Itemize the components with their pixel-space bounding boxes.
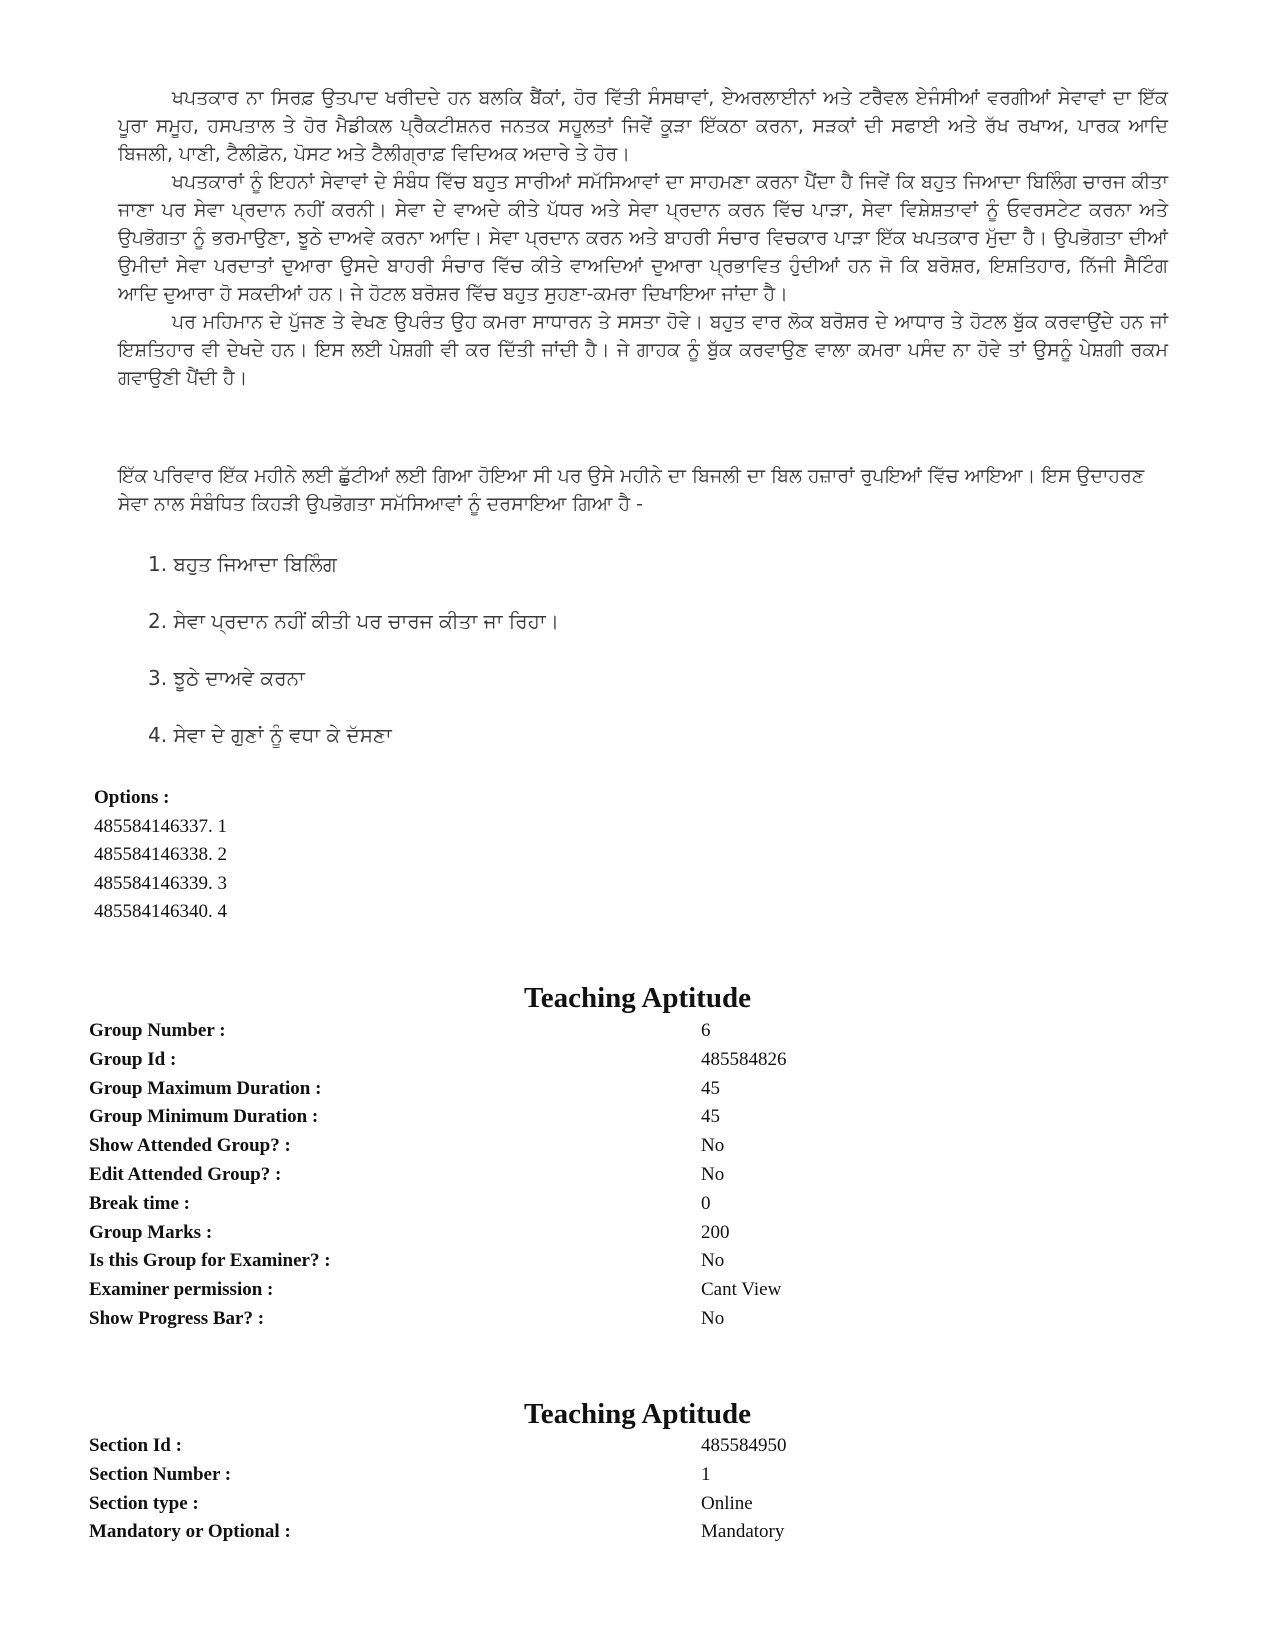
- detail-row: [89, 1490, 1189, 1519]
- detail-key: Group Maximum Duration :: [89, 1077, 322, 1099]
- detail-key: Section Id :: [89, 1435, 182, 1456]
- section-title: Teaching Aptitude: [524, 1398, 751, 1430]
- detail-key: Break time :: [89, 1192, 190, 1214]
- detail-value: 45: [701, 1077, 720, 1099]
- detail-key: Examiner permission :: [89, 1279, 274, 1301]
- detail-value: Cant View: [701, 1279, 782, 1301]
- options-list: [94, 784, 227, 927]
- detail-key: Show Attended Group? :: [89, 1135, 291, 1157]
- detail-value: No: [701, 1307, 725, 1329]
- detail-row: [89, 1190, 1189, 1219]
- question-text: [118, 462, 1168, 518]
- detail-value: No: [701, 1135, 725, 1157]
- detail-row: [89, 1432, 1189, 1461]
- detail-value: Mandatory: [701, 1521, 785, 1543]
- detail-key: Group Id :: [89, 1048, 177, 1070]
- answer-choice: 2. ਸੇਵਾ ਪ੍ਰਦਾਨ ਨਹੀਂ ਕੀਤੀ ਪਰ ਚਾਰਜ ਕੀਤਾ ਜਾ ਰਿਹਾ।: [148, 609, 560, 633]
- option-item: 485584146339. 3: [94, 872, 227, 894]
- answer-choice: 3. ਝੂਠੇ ਦਾਅਵੇ ਕਰਨਾ: [148, 666, 305, 690]
- detail-value: 485584826: [701, 1048, 787, 1070]
- detail-row: [89, 1132, 1189, 1161]
- answer-choices: [148, 550, 559, 778]
- detail-value: 485584950: [701, 1435, 787, 1456]
- section-details: [89, 1432, 1189, 1547]
- detail-value: 1: [701, 1463, 711, 1485]
- answer-choice: 1. ਬਹੁਤ ਜਿਆਦਾ ਬਿਲਿੰਗ: [148, 552, 337, 576]
- detail-row: [89, 1247, 1189, 1276]
- detail-key: Mandatory or Optional :: [89, 1521, 291, 1543]
- detail-row: [89, 1305, 1189, 1334]
- passage-paragraph: ਖਪਤਕਾਰਾਂ ਨੂੰ ਇਹਨਾਂ ਸੇਵਾਵਾਂ ਦੇ ਸੰਬੰਧ ਵਿੱਚ ਬਹੁਤ ਸਾਰੀਆਂ ਸਮੱਸਿਆਵਾਂ ਦਾ ਸਾਹਮਣਾ ਕਰਨਾ ਪੈਂਦਾ ਹੈ ਜਿਵੇਂ ਕਿ ਬਹੁਤ ਜਿਆਦਾ ਬਿਲਿੰਗ ਚਾਰਜ ਕੀਤਾ ਜਾਣਾ ਪਰ ਸੇਵਾ ਪ੍ਰਦਾਨ ਨਹੀਂ ਕਰਨੀ। ਸੇਵਾ ਦੇ ਵਾਅਦੇ ਕੀਤੇ ਪੱਧਰ ਅਤੇ ਸੇਵਾ ਪ੍ਰਦਾਨ ਕਰਨ ਵਿੱਚ ਪਾੜਾ, ਸੇਵਾ ਵਿਸ਼ੇਸ਼ਤਾਵਾਂ ਨੂੰ ਓਵਰਸਟੇਟ ਕਰਨਾ ਅਤੇ ਉਪਭੋਗਤਾ ਨੂੰ ਭਰਮਾਉਣਾ, ਝੂਠੇ ਦਾਅਵੇ ਕਰਨਾ ਆਦਿ। ਸੇਵਾ ਪ੍ਰਦਾਨ ਕਰਨ ਅਤੇ ਬਾਹਰੀ ਸੰਚਾਰ ਵਿਚਕਾਰ ਪਾੜਾ ਇੱਕ ਖਪਤਕਾਰ ਮੁੱਦਾ ਹੈ। ਉਪਭੋਗਤਾ ਦੀਆਂ ਉਮੀਦਾਂ ਸੇਵਾ ਪਰਦਾਤਾਂ ਦੁਆਰਾ ਉਸਦੇ ਬਾਹਰੀ ਸੰਚਾਰ ਵਿੱਚ ਕੀਤੇ ਵਾਅਦਿਆਂ ਦੁਆਰਾ ਪ੍ਰਭਾਵਿਤ ਹੁੰਦੀਆਂ ਹਨ ਜੋ ਕਿ ਬਰੋਸ਼ਰ, ਇਸ਼ਤਿਹਾਰ, ਨਿੱਜੀ ਸੈਟਿੰਗ ਆਦਿ ਦੁਆਰਾ ਹੋ ਸਕਦੀਆਂ ਹਨ। ਜੇ ਹੋਟਲ ਬਰੋਸ਼ਰ ਵਿੱਚ ਬਹੁਤ ਸੁਹਣਾ-ਕਮਰਾ ਦਿਖਾਇਆ ਜਾਂਦਾ ਹੈ।: [118, 171, 1168, 305]
- detail-key: Is this Group for Examiner? :: [89, 1250, 331, 1272]
- detail-row: [89, 1276, 1189, 1305]
- passage-text: [118, 84, 1168, 392]
- options-label: Options :: [94, 787, 170, 808]
- option-item: 485584146340. 4: [94, 901, 227, 922]
- group-details: [89, 1017, 1189, 1334]
- detail-row: [89, 1075, 1189, 1104]
- detail-value: Online: [701, 1492, 753, 1514]
- detail-row: [89, 1017, 1189, 1046]
- detail-key: Edit Attended Group? :: [89, 1163, 282, 1185]
- answer-choice: 4. ਸੇਵਾ ਦੇ ਗੁਣਾਂ ਨੂੰ ਵਧਾ ਕੇ ਦੱਸਣਾ: [148, 723, 392, 747]
- detail-row: [89, 1461, 1189, 1490]
- detail-row: [89, 1046, 1189, 1075]
- passage-paragraph: ਖਪਤਕਾਰ ਨਾ ਸਿਰਫ਼ ਉਤਪਾਦ ਖਰੀਦਦੇ ਹਨ ਬਲਕਿ ਬੈਂਕਾਂ, ਹੋਰ ਵਿੱਤੀ ਸੰਸਥਾਵਾਂ, ਏਅਰਲਾਈਨਾਂ ਅਤੇ ਟਰੈਵਲ ਏਜੰਸੀਆਂ ਵਰਗੀਆਂ ਸੇਵਾਵਾਂ ਦਾ ਇੱਕ ਪੂਰਾ ਸਮੂਹ, ਹਸਪਤਾਲ ਤੇ ਹੋਰ ਮੈਡੀਕਲ ਪ੍ਰੈਕਟੀਸ਼ਨਰ ਜਨਤਕ ਸਹੂਲਤਾਂ ਜਿਵੇਂ ਕੂੜਾ ਇੱਕਠਾ ਕਰਨਾ, ਸੜਕਾਂ ਦੀ ਸਫਾਈ ਅਤੇ ਰੱਖ ਰਖਾਅ, ਪਾਰਕ ਆਦਿ ਬਿਜਲੀ, ਪਾਣੀ, ਟੈਲੀਫ਼ੋਨ, ਪੋਸਟ ਅਤੇ ਟੈਲੀਗ੍ਰਾਫ਼ ਵਿਦਿਅਕ ਅਦਾਰੇ ਤੇ ਹੋਰ।: [118, 87, 1168, 165]
- detail-value: 200: [701, 1221, 730, 1243]
- detail-row: [89, 1219, 1189, 1248]
- question-stem: ਇੱਕ ਪਰਿਵਾਰ ਇੱਕ ਮਹੀਨੇ ਲਈ ਛੁੱਟੀਆਂ ਲਈ ਗਿਆ ਹੋਇਆ ਸੀ ਪਰ ਉਸੇ ਮਹੀਨੇ ਦਾ ਬਿਜਲੀ ਦਾ ਬਿਲ ਹਜ਼ਾਰਾਂ ਰੁਪਇਆਂ ਵਿੱਚ ਆਇਆ। ਇਸ ਉਦਾਹਰਣ ਸੇਵਾ ਨਾਲ ਸੰਬੰਧਿਤ ਕਿਹੜੀ ਉਪਭੋਗਤਾ ਸਮੱਸਿਆਵਾਂ ਨੂੰ ਦਰਸਾਇਆ ਗਿਆ ਹੈ -: [118, 465, 1145, 515]
- detail-key: Show Progress Bar? :: [89, 1307, 265, 1329]
- detail-row: [89, 1518, 1189, 1547]
- passage-paragraph: ਪਰ ਮਹਿਮਾਨ ਦੇ ਪੁੱਜਣ ਤੇ ਵੇਖਣ ਉਪਰੰਤ ਉਹ ਕਮਰਾ ਸਾਧਾਰਨ ਤੇ ਸਸਤਾ ਹੋਵੇ। ਬਹੁਤ ਵਾਰ ਲੋਕ ਬਰੋਸ਼ਰ ਦੇ ਆਧਾਰ ਤੇ ਹੋਟਲ ਬੁੱਕ ਕਰਵਾਉਂਦੇ ਹਨ ਜਾਂ ਇਸ਼ਤਿਹਾਰ ਵੀ ਦੇਖਦੇ ਹਨ। ਇਸ ਲਈ ਪੇਸ਼ਗੀ ਵੀ ਕਰ ਦਿੱਤੀ ਜਾਂਦੀ ਹੈ। ਜੇ ਗਾਹਕ ਨੂੰ ਬੁੱਕ ਕਰਵਾਉਣ ਵਾਲਾ ਕਮਰਾ ਪਸੰਦ ਨਾ ਹੋਵੇ ਤਾਂ ਉਸਨੂੰ ਪੇਸ਼ਗੀ ਰਕਮ ਗਵਾਉਣੀ ਪੈਂਦੀ ਹੈ।: [118, 311, 1168, 389]
- detail-value: 45: [701, 1106, 720, 1128]
- detail-value: 0: [701, 1192, 711, 1214]
- option-item: 485584146338. 2: [94, 844, 227, 865]
- detail-key: Group Number :: [89, 1020, 226, 1041]
- detail-key: Group Marks :: [89, 1221, 213, 1243]
- detail-value: No: [701, 1163, 725, 1185]
- detail-value: 6: [701, 1020, 711, 1041]
- detail-key: Section type :: [89, 1492, 199, 1514]
- option-item: 485584146337. 1: [94, 815, 227, 837]
- detail-key: Section Number :: [89, 1463, 232, 1485]
- detail-row: [89, 1161, 1189, 1190]
- group-section-title: Teaching Aptitude: [524, 982, 751, 1014]
- detail-row: [89, 1103, 1189, 1132]
- detail-key: Group Minimum Duration :: [89, 1106, 319, 1128]
- detail-value: No: [701, 1250, 725, 1272]
